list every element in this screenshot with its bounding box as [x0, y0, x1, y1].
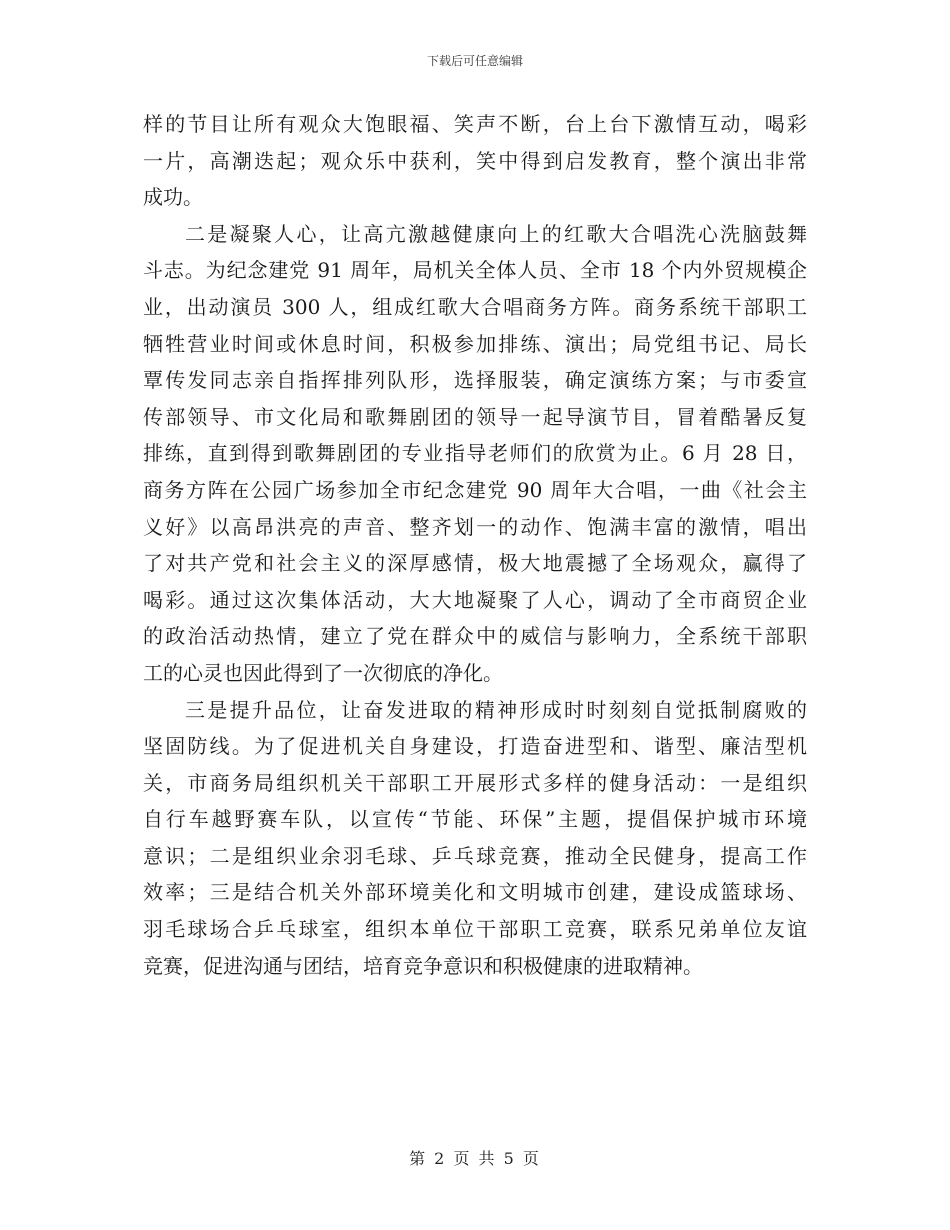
paragraph	[143, 692, 807, 985]
text-line: 工的心灵也因此得到了一次彻底的净化。	[143, 660, 503, 685]
document-body	[143, 106, 807, 984]
paragraph	[143, 106, 807, 216]
page-number: 第 2 页 共 5 页	[409, 1149, 541, 1168]
text-line: 传部领导、市文化局和歌舞剧团的领导一起导演节目，冒着酷暑反复	[143, 404, 807, 429]
text-line: 坚固防线。为了促进机关自身建设，打造奋进型和、谐型、廉洁型机	[143, 734, 807, 759]
text-line: 斗志。为纪念建党 91 周年，局机关全体人员、全市 18 个内外贸规模企	[143, 258, 807, 283]
text-line: 样的节目让所有观众大饱眼福、笑声不断，台上台下激情互动，喝彩	[143, 112, 807, 136]
text-line: 自行车越野赛车队，以宣传“节能、环保”主题，提倡保护城市环境	[143, 807, 807, 832]
text-line: 一片，高潮迭起；观众乐中获利，笑中得到启发教育，整个演出非常	[143, 148, 807, 173]
paragraph	[143, 216, 807, 692]
text-line: 成功。	[143, 185, 203, 210]
text-line: 竞赛，促进沟通与团结，培育竞争意识和积极健康的进取精神。	[143, 953, 703, 978]
text-line: 的政治活动热情，建立了党在群众中的威信与影响力，全系统干部职	[143, 624, 807, 649]
text-line: 业，出动演员 300 人，组成红歌大合唱商务方阵。商务系统干部职工	[143, 294, 807, 319]
text-line: 义好》以高昂洪亮的声音、整齐划一的动作、饱满丰富的激情，唱出	[143, 514, 807, 539]
text-line: 牺牲营业时间或休息时间，积极参加排练、演出；局党组书记、局长	[143, 331, 807, 356]
text-line: 喝彩。通过这次集体活动，大大地凝聚了人心，调动了全市商贸企业	[143, 587, 807, 612]
text-line: 关，市商务局组织机关干部职工开展形式多样的健身活动：一是组织	[143, 770, 807, 795]
text-line: 三是提升品位，让奋发进取的精神形成时时刻刻自觉抵制腐败的	[185, 697, 807, 722]
page-header: 下载后可任意编辑	[426, 54, 523, 68]
text-line: 商务方阵在公园广场参加全市纪念建党 90 周年大合唱，一曲《社会主	[143, 477, 807, 502]
text-line: 羽毛球场合乒乓球室，组织本单位干部职工竞赛，联系兄弟单位友谊	[143, 917, 807, 942]
text-line: 二是凝聚人心，让高亢激越健康向上的红歌大合唱洗心洗脑鼓舞	[185, 221, 807, 246]
text-line: 意识；二是组织业余羽毛球、乒乓球竞赛，推动全民健身，提高工作	[143, 843, 807, 868]
text-line: 了对共产党和社会主义的深厚感情，极大地震撼了全场观众，赢得了	[143, 551, 807, 576]
text-line: 排练，直到得到歌舞剧团的专业指导老师们的欣赏为止。6 月 28 日，	[143, 441, 807, 466]
text-line: 效率；三是结合机关外部环境美化和文明城市创建，建设成篮球场、	[143, 880, 807, 905]
text-line: 覃传发同志亲自指挥排列队形，选择服装，确定演练方案；与市委宣	[143, 368, 807, 393]
